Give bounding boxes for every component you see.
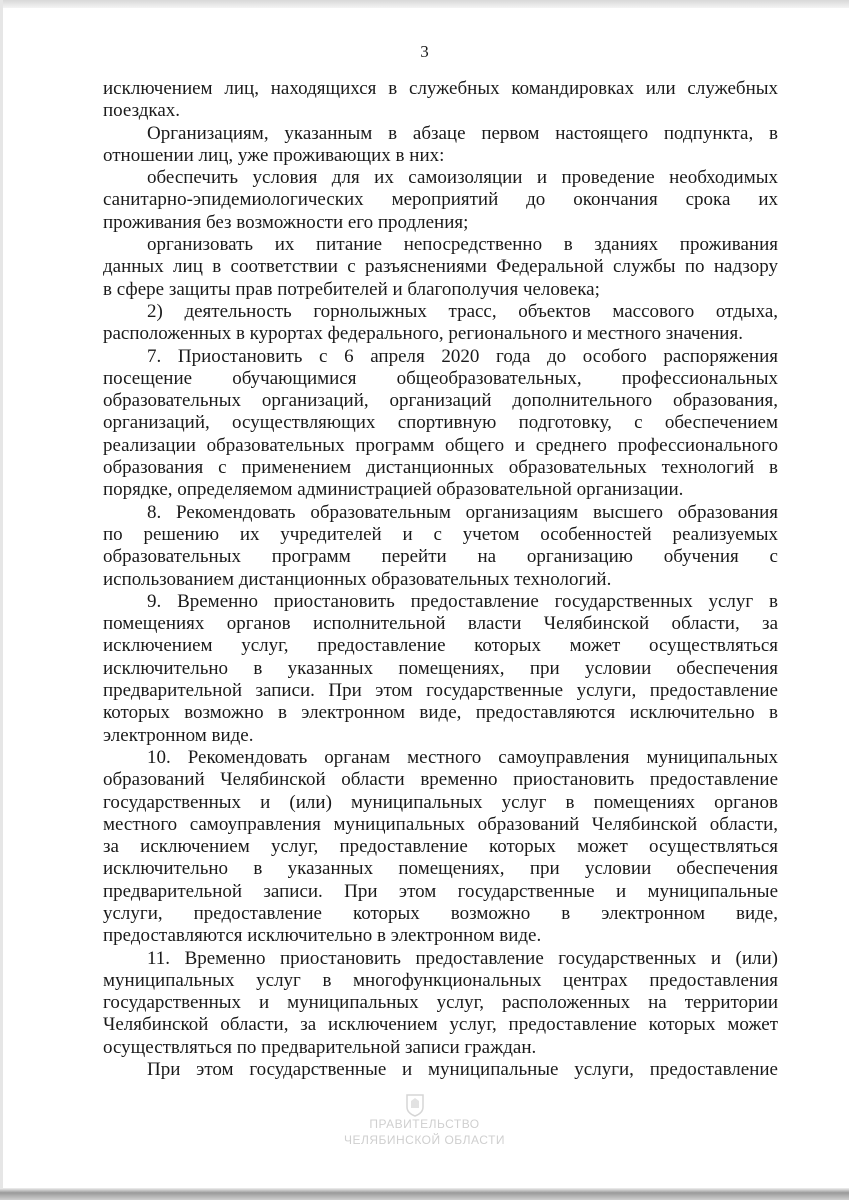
- page-number: 3: [420, 42, 429, 61]
- text-line: 9. Временно приостановить предоставление государственных услуг в: [147, 590, 778, 612]
- text-line: 10. Рекомендовать органам местного самоуправления муниципальных: [147, 746, 778, 768]
- text-line: образования с применением дистанционных образовательных технологий в: [103, 457, 778, 479]
- text-line: образовательных организаций, организаций дополнительного образования,: [103, 390, 778, 412]
- text-line: организовать их питание непосредственно в зданиях проживания: [147, 234, 778, 256]
- text-line: Организациям, указанным в абзаце первом настоящего подпункта, в: [147, 122, 778, 144]
- text-line: которых возможно в электронном виде, предоставляются исключительно в: [103, 702, 778, 724]
- regional-emblem-icon: [405, 1093, 425, 1117]
- text-line: исключительно в указанных помещениях, при условии обеспечения: [103, 657, 778, 679]
- text-line: муниципальных услуг в многофункциональных центрах предоставления: [103, 969, 778, 991]
- text-line: реализации образовательных программ общего и среднего профессионального: [103, 434, 778, 456]
- text-line: посещение обучающимися общеобразовательных, профессиональных: [103, 367, 778, 389]
- text-line: электронном виде.: [103, 724, 254, 746]
- text-line: обеспечить условия для их самоизоляции и проведение необходимых: [147, 167, 778, 189]
- text-line: услуги, предоставление которых возможно в электронном виде,: [103, 902, 778, 924]
- text-line: 7. Приостановить с 6 апреля 2020 года до особого распоряжения: [147, 345, 778, 367]
- text-line: образовательных программ перейти на организацию обучения с: [103, 546, 778, 568]
- text-line: образований Челябинской области временно приостановить предоставление: [103, 769, 778, 791]
- text-line: использованием дистанционных образовательных технологий.: [103, 568, 612, 590]
- scan-top-edge: [0, 0, 849, 8]
- text-line: 2) деятельность горнолыжных трасс, объектов массового отдыха,: [147, 300, 778, 322]
- text-line: 11. Временно приостановить предоставление государственных и (или): [147, 947, 778, 969]
- text-line: порядке, определяемом администрацией образовательной организации.: [103, 479, 684, 501]
- text-line: по решению их учредителей и с учетом особенностей реализуемых: [103, 523, 778, 545]
- text-line: данных лиц в соответствии с разъяснениями Федеральной службы по надзору: [103, 256, 778, 278]
- text-line: предварительной записи. При этом государственные услуги, предоставление: [103, 680, 778, 702]
- text-line: исключением услуг, предоставление которых может осуществляться: [103, 635, 778, 657]
- text-line: помещениях органов исполнительной власти Челябинской области, за: [103, 613, 778, 635]
- text-line: поездках.: [103, 100, 181, 122]
- text-line: местного самоуправления муниципальных образований Челябинской области,: [103, 813, 778, 835]
- text-line: отношении лиц, уже проживающих в них:: [103, 144, 445, 166]
- text-line: предоставляются исключительно в электронном виде.: [103, 925, 542, 947]
- text-line: за исключением услуг, предоставление которых может осуществляться: [103, 836, 778, 858]
- text-line: При этом государственные и муниципальные услуги, предоставление: [147, 1059, 778, 1081]
- scan-bottom-edge: [0, 1188, 849, 1200]
- document-body: [103, 78, 778, 1081]
- watermark-line-1: ПРАВИТЕЛЬСТВО: [369, 1117, 480, 1131]
- watermark-line-2: ЧЕЛЯБИНСКОЙ ОБЛАСТИ: [343, 1133, 506, 1147]
- text-line: Челябинской области, за исключением услуг, предоставление которых может: [103, 1014, 778, 1036]
- text-line: в сфере защиты прав потребителей и благополучия человека;: [103, 278, 600, 300]
- text-line: 8. Рекомендовать образовательным организациям высшего образования: [147, 501, 778, 523]
- text-line: исключением лиц, находящихся в служебных командировках или служебных: [103, 78, 778, 99]
- scan-left-edge: [0, 0, 3, 1200]
- text-line: государственных и (или) муниципальных услуг в помещениях органов: [103, 791, 778, 813]
- text-line: предварительной записи. При этом государственные и муниципальные: [103, 880, 778, 902]
- text-line: проживания без возможности его продления;: [103, 211, 469, 233]
- text-line: организаций, осуществляющих спортивную подготовку, с обеспечением: [103, 412, 778, 434]
- text-line: исключительно в указанных помещениях, при условии обеспечения: [103, 858, 778, 880]
- text-line: санитарно-эпидемиологических мероприятий до окончания срока их: [103, 189, 778, 211]
- text-line: государственных и муниципальных услуг, расположенных на территории: [103, 992, 778, 1014]
- text-line: расположенных в курортах федерального, регионального и местного значения.: [103, 323, 743, 345]
- text-line: осуществляться по предварительной записи граждан.: [103, 1036, 537, 1058]
- watermark: [0, 1116, 849, 1148]
